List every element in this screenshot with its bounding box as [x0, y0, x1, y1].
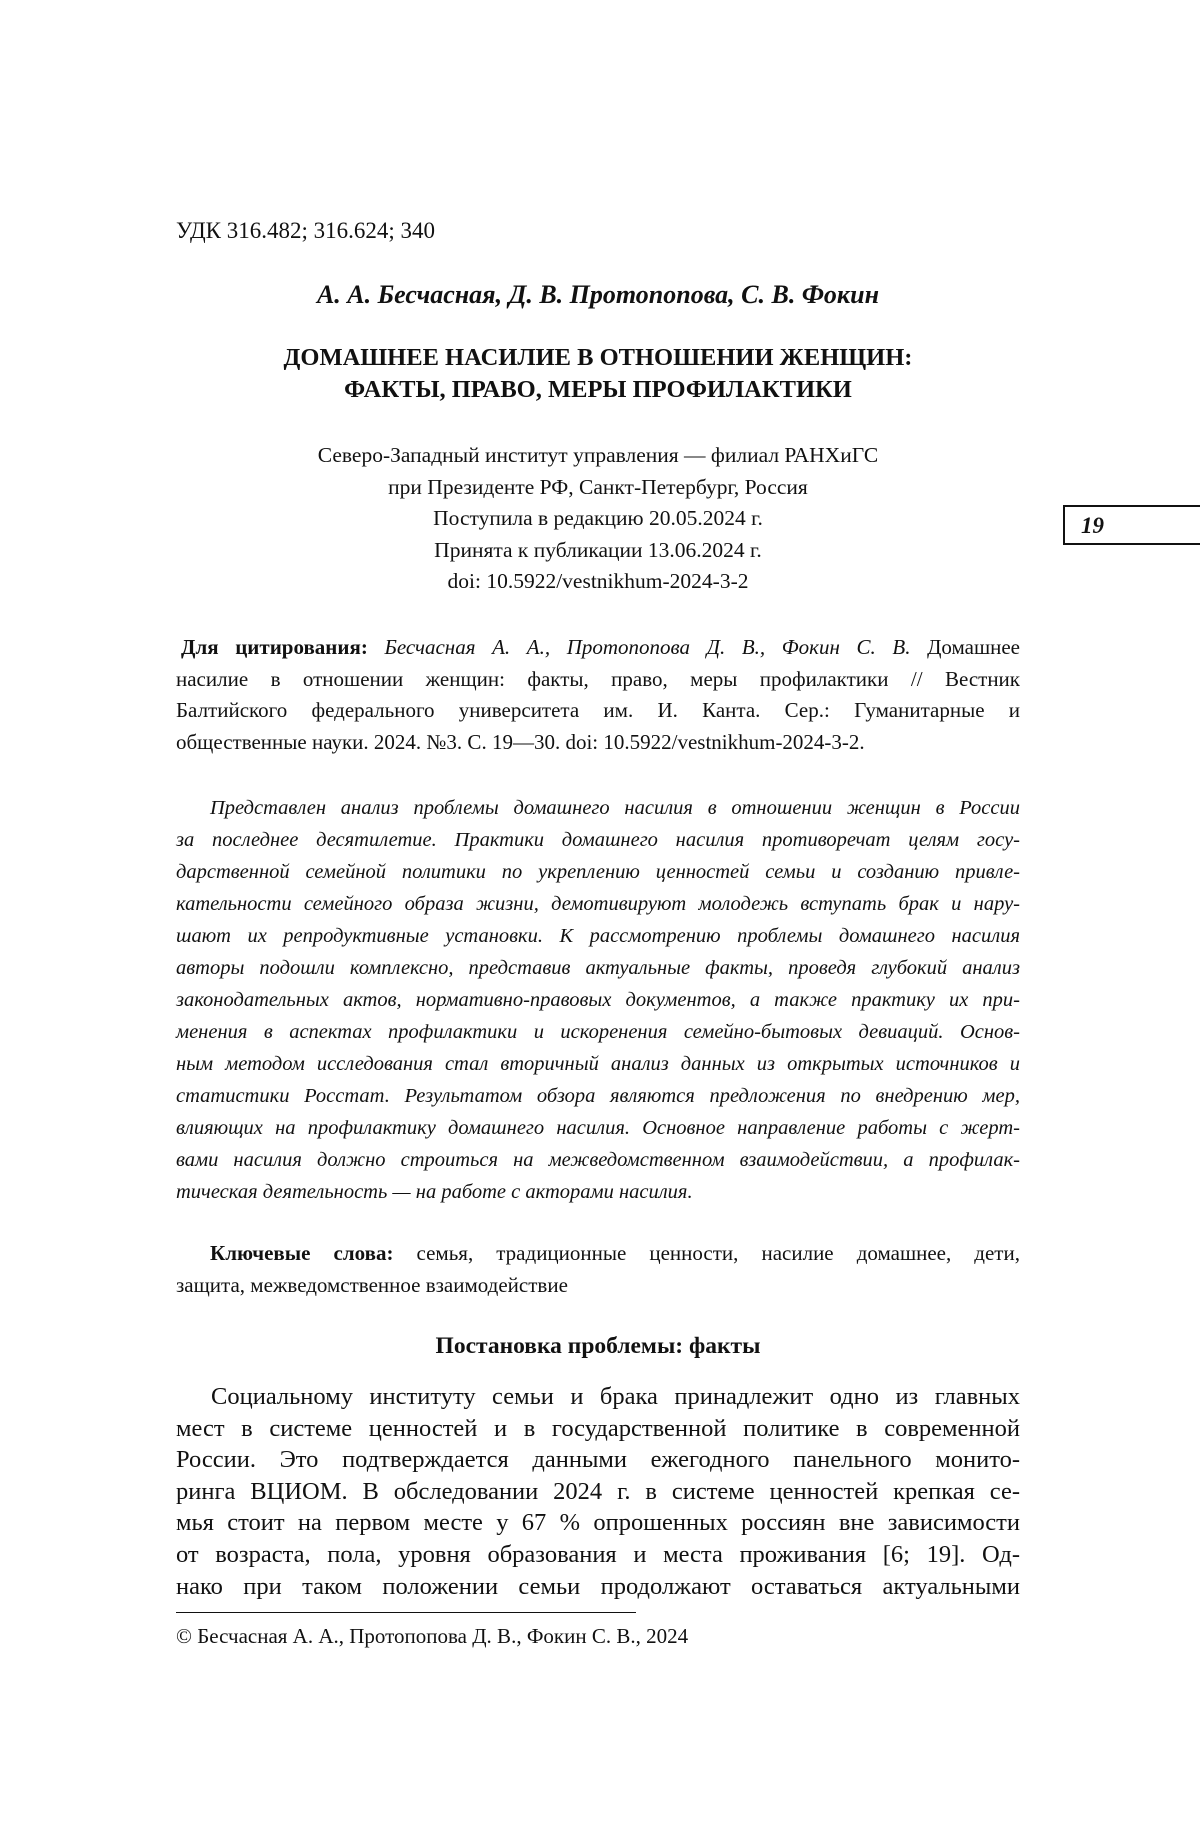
- keywords-text: семья, традиционные ценности, насилие домашнее, дети,: [416, 1241, 1020, 1265]
- article-authors: А. А. Бесчасная, Д. В. Протопопова, С. В. Фокин: [316, 280, 880, 309]
- body-line: нако при таком положении семьи продолжают оставаться актуальными: [176, 1572, 1020, 1600]
- citation-label: Для цитирования:: [181, 635, 368, 659]
- citation-line: Балтийского федерального университета им. И. Канта. Сер.: Гуманитарные и: [176, 698, 1020, 722]
- keywords-line: [176, 1237, 1020, 1269]
- body-line: мья стоит на первом месте у 67 % опрошенных россиян вне зависимости: [176, 1509, 1020, 1537]
- accepted-date: Принята к публикации 13.06.2024 г.: [434, 537, 762, 562]
- footnote-divider: [176, 1612, 636, 1613]
- abstract-line: ным методом исследования стал вторичный анализ данных из открытых источников и: [176, 1053, 1020, 1075]
- doi: doi: 10.5922/vestnikhum-2024-3-2: [447, 569, 749, 593]
- citation-authors: Бесчасная А. А., Протопопова Д. В., Фокин С. В.: [384, 635, 911, 659]
- affiliation-block: [176, 440, 1020, 598]
- affiliation-line: при Президенте РФ, Санкт-Петербург, Россия: [388, 474, 808, 499]
- keywords-line: защита, межведомственное взаимодействие: [176, 1273, 568, 1297]
- body-line: ринга ВЦИОМ. В обследовании 2024 г. в системе ценностей крепкая се-: [176, 1477, 1020, 1505]
- copyright-footnote: © Бесчасная А. А., Протопопова Д. В., Фокин С. В., 2024: [176, 1624, 689, 1648]
- body-line: мест в системе ценностей и в государственной политике в современной: [176, 1414, 1020, 1442]
- abstract-line: Представлен анализ проблемы домашнего насилия в отношении женщин в России: [210, 797, 1020, 819]
- citation-line: [176, 632, 1020, 664]
- body-line: России. Это подтверждается данными ежегодного панельного монито-: [176, 1446, 1020, 1474]
- abstract-line: вами насилия должно строиться на межведомственном взаимодействии, а профилак-: [176, 1149, 1020, 1171]
- body-line: Социальному институту семьи и брака принадлежит одно из главных: [211, 1383, 1020, 1410]
- received-date: Поступила в редакцию 20.05.2024 г.: [433, 506, 763, 530]
- citation-line: общественные науки. 2024. №3. С. 19—30. doi: 10.5922/vestnikhum-2024-3-2.: [176, 729, 865, 754]
- abstract-line: влияющих на профилактику домашнего насилия. Основное направление работы с жерт-: [176, 1117, 1020, 1139]
- abstract-line: шают их репродуктивные установки. К рассмотрению проблемы домашнего насилия: [176, 925, 1020, 947]
- keywords-label: Ключевые слова:: [210, 1241, 394, 1265]
- abstract: [176, 792, 1020, 1208]
- udk-code: УДК 316.482; 316.624; 340: [176, 218, 436, 243]
- abstract-line: законодательных актов, нормативно-правовых документов, а также практику их при-: [176, 989, 1020, 1011]
- abstract-line: менения в аспектах профилактики и искоренения семейно-бытовых девиаций. Основ-: [176, 1021, 1020, 1043]
- keywords-block: [176, 1237, 1020, 1301]
- citation-block: [176, 632, 1020, 758]
- page-number: 19: [1081, 513, 1104, 538]
- abstract-line: тическая деятельность — на работе с акторами насилия.: [176, 1181, 693, 1203]
- page-number-tab: [1063, 505, 1200, 545]
- affiliation-line: Северо-Западный институт управления — филиал РАНХиГС: [317, 443, 879, 467]
- abstract-line: статистики Росстат. Результатом обзора являются предложения по внедрению мер,: [176, 1085, 1020, 1107]
- abstract-line: за последнее десятилетие. Практики домашнего насилия противоречат целям госу-: [176, 829, 1020, 851]
- body-paragraph: [176, 1381, 1020, 1602]
- citation-text: Домашнее: [927, 635, 1021, 659]
- section-heading: Постановка проблемы: факты: [435, 1333, 761, 1359]
- abstract-line: кательности семейного образа жизни, демотивируют молодежь вступать брак и нару-: [176, 893, 1020, 915]
- citation-line: насилие в отношении женщин: факты, право, меры профилактики // Вестник: [176, 666, 1020, 691]
- article-title: [176, 342, 1020, 406]
- abstract-line: авторы подошли комплексно, представив актуальные факты, проведя глубокий анализ: [176, 957, 1020, 979]
- body-line: от возраста, пола, уровня образования и места проживания [6; 19]. Од-: [176, 1540, 1020, 1568]
- abstract-line: дарственной семейной политики по укреплению ценностей семьи и созданию привле-: [176, 861, 1020, 883]
- title-line: ДОМАШНЕЕ НАСИЛИЕ В ОТНОШЕНИИ ЖЕНЩИН:: [283, 344, 913, 371]
- title-line: ФАКТЫ, ПРАВО, МЕРЫ ПРОФИЛАКТИКИ: [344, 376, 852, 403]
